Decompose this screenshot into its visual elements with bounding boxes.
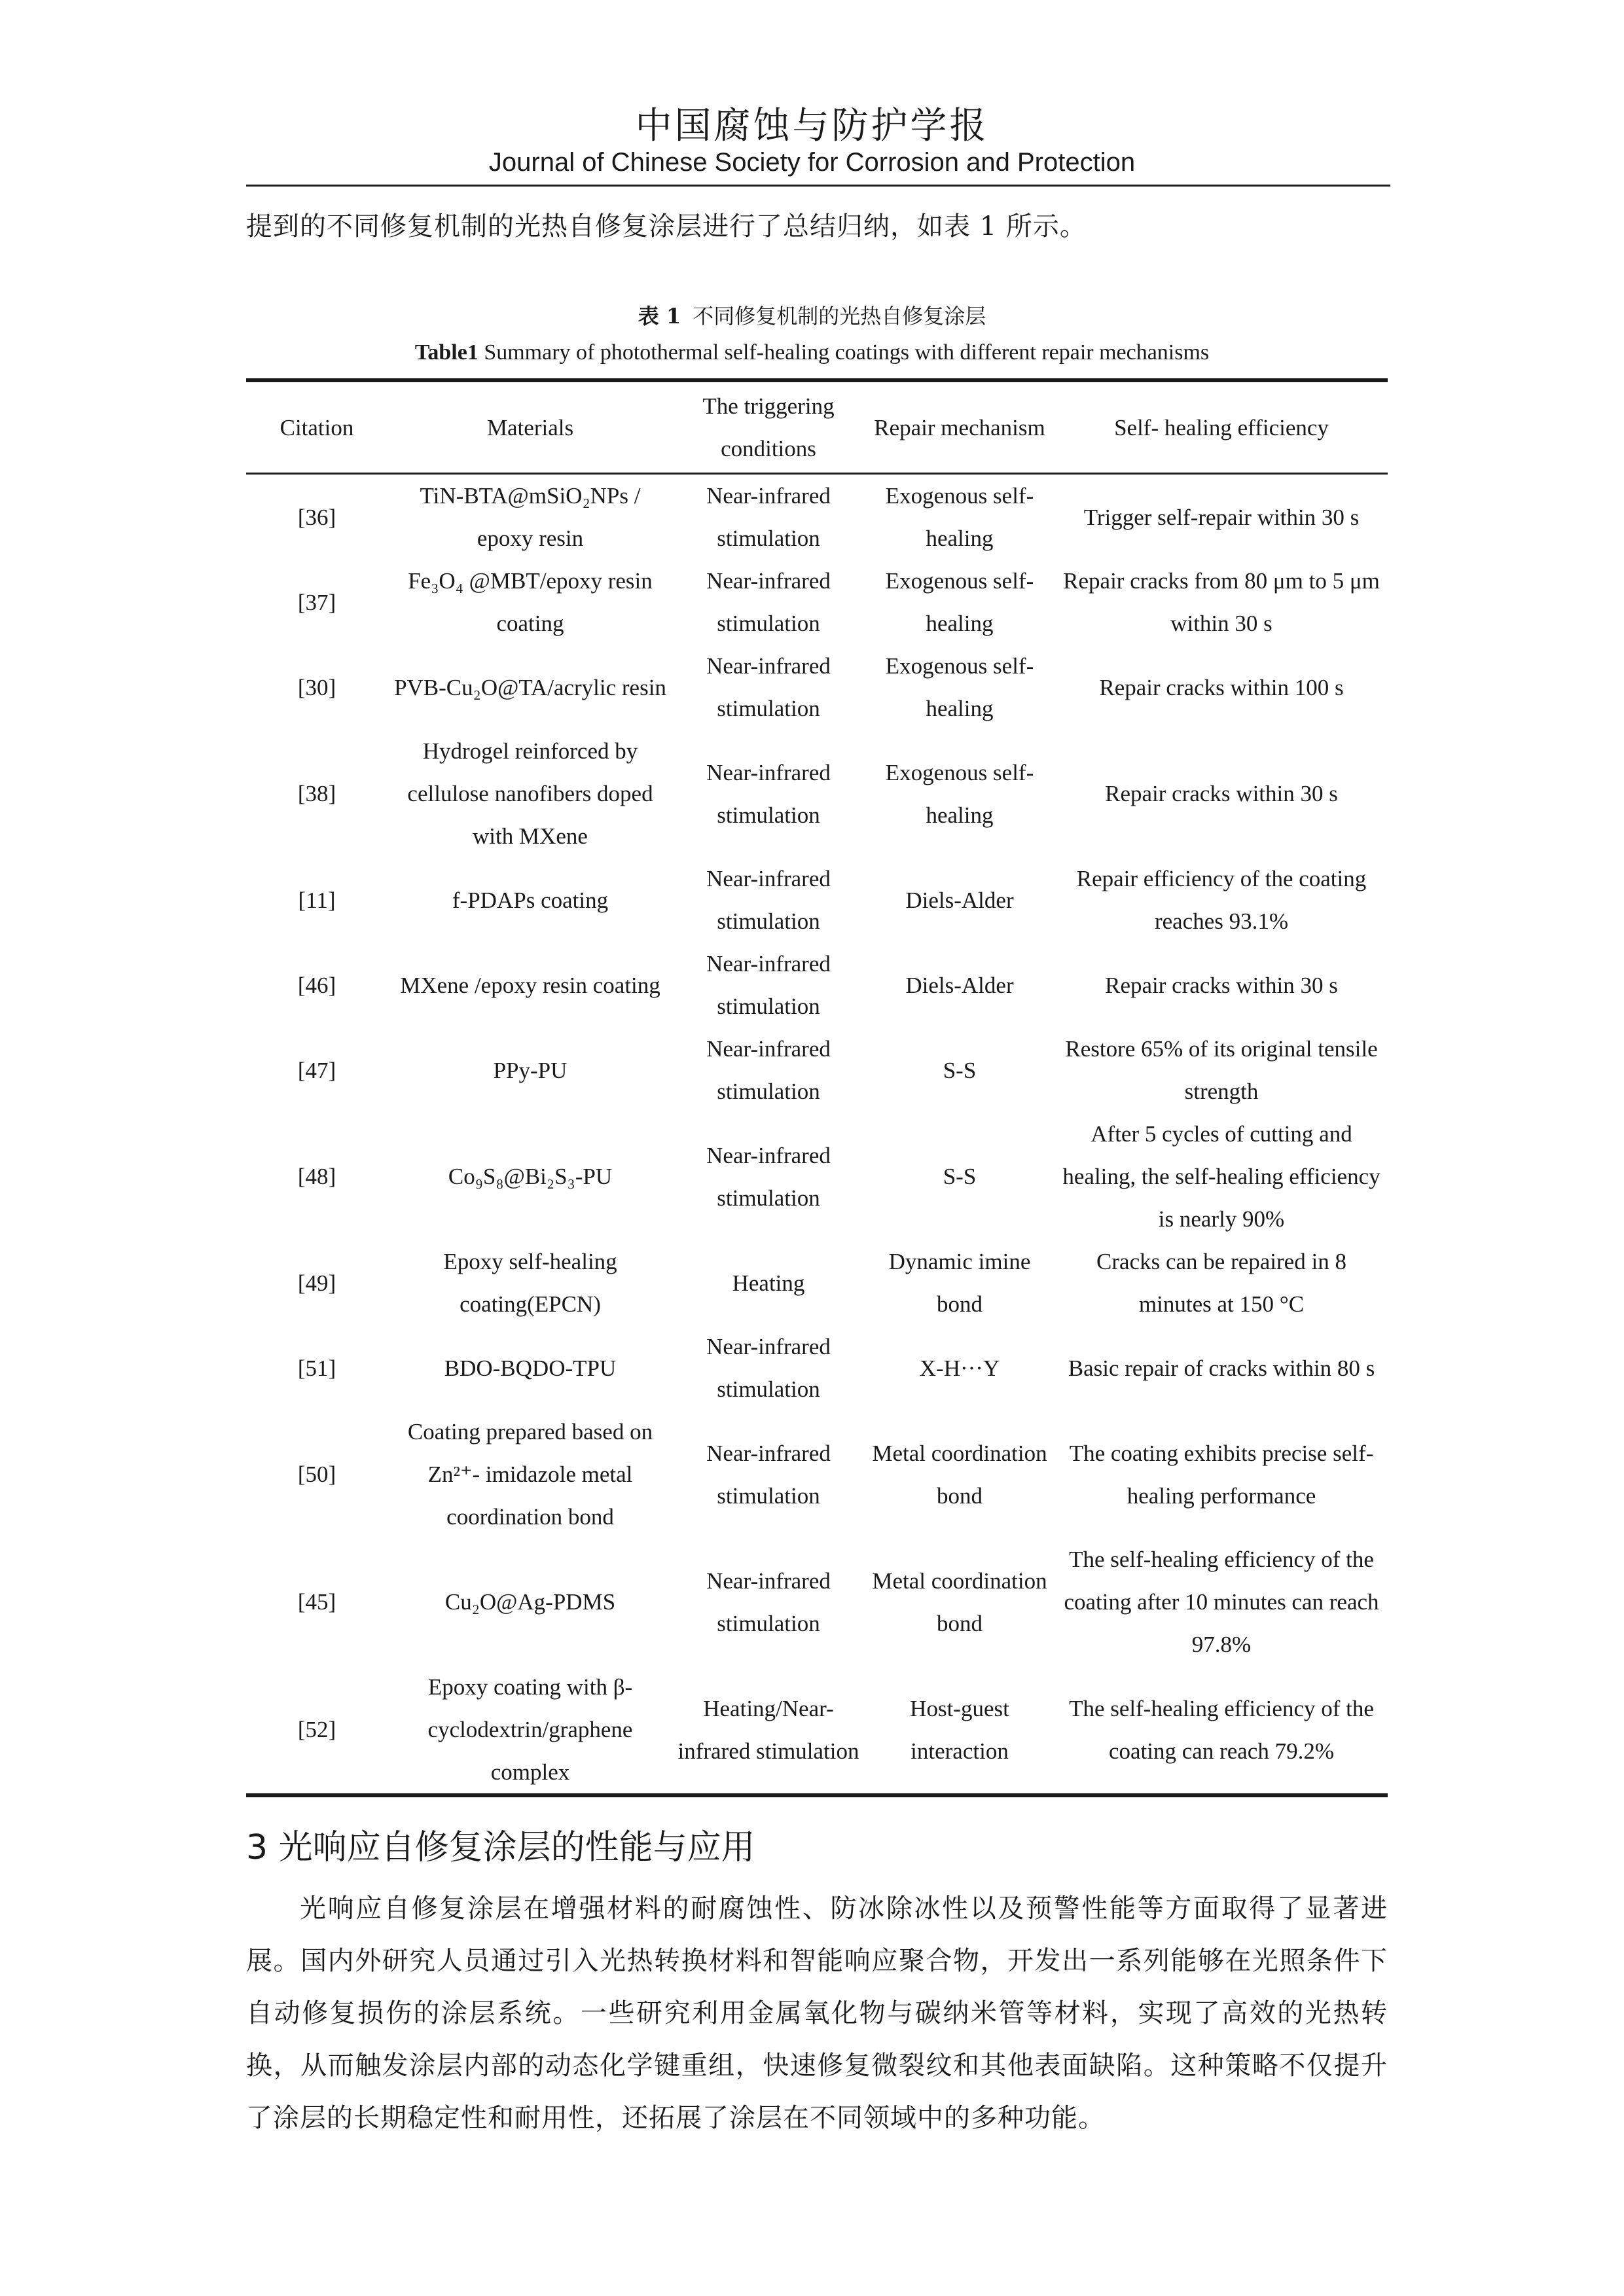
table-caption-en: [0, 340, 1624, 365]
table-caption-cn: [0, 300, 1624, 330]
cell-materials: Hydrogel reinforced by cellulose nanofibers doped with MXene: [407, 738, 653, 849]
column-header-materials: Materials: [486, 414, 574, 440]
cell-efficiency: Repair cracks within 30 s: [1105, 781, 1338, 806]
cell-materials: Epoxy self-healing coating(EPCN): [443, 1249, 617, 1317]
table-row: [246, 474, 1388, 560]
cell-mechanism: Metal coordination bond: [872, 1440, 1047, 1509]
cell-materials: Coating prepared based on Zn²⁺- imidazole metal coordination bond: [407, 1419, 653, 1530]
cell-mechanism: Metal coordination bond: [872, 1568, 1047, 1636]
cell-efficiency: Trigger self-repair within 30 s: [1083, 504, 1360, 530]
table-row: [246, 730, 1388, 857]
cell-citation: [49]: [297, 1270, 336, 1296]
cell-materials: Fe₃O₄ @MBT/epoxy resin coating: [408, 568, 653, 636]
cell-trigger: Near-infrared stimulation: [706, 1334, 831, 1402]
cell-mechanism: Diels-Alder: [905, 887, 1014, 913]
cell-citation: [50]: [297, 1462, 336, 1487]
table-row: [246, 1240, 1388, 1325]
column-header-mechanism: Repair mechanism: [874, 414, 1045, 440]
column-header-trigger: The triggering conditions: [702, 393, 835, 461]
table-row: [246, 1113, 1388, 1240]
cell-citation: [51]: [297, 1355, 336, 1381]
cell-citation: [52]: [297, 1717, 336, 1742]
table-row: [246, 942, 1388, 1028]
cell-efficiency: The coating exhibits precise self-healing performance: [1069, 1440, 1374, 1509]
table-row: [246, 1028, 1388, 1113]
journal-title-en: Journal of Chinese Society for Corrosion and Protection: [488, 148, 1136, 177]
table-header-row: [246, 380, 1388, 474]
cell-citation: [37]: [297, 589, 336, 615]
cell-efficiency: Repair efficiency of the coating reaches 93.1%: [1076, 866, 1367, 934]
cell-mechanism: Dynamic imine bond: [888, 1249, 1031, 1317]
table-row: [246, 1410, 1388, 1538]
journal-title-cn: 中国腐蚀与防护学报: [635, 105, 989, 147]
cell-mechanism: Exogenous self-healing: [885, 759, 1034, 828]
cell-citation: [36]: [297, 504, 336, 530]
cell-efficiency: After 5 cycles of cutting and healing, the self-healing efficiency is nearly 90%: [1062, 1121, 1380, 1232]
cell-efficiency: The self-healing efficiency of the coating after 10 minutes can reach 97.8%: [1064, 1547, 1379, 1657]
table-caption-cn-text: 不同修复机制的光热自修复涂层: [693, 304, 986, 329]
cell-materials: TiN-BTA@mSiO₂NPs / epoxy resin: [420, 483, 641, 551]
cell-efficiency: Restore 65% of its original tensile strength: [1065, 1036, 1378, 1104]
cell-trigger: Heating/Near-infrared stimulation: [677, 1695, 859, 1764]
cell-trigger: Near-infrared stimulation: [706, 951, 831, 1019]
cell-trigger: Near-infrared stimulation: [706, 759, 831, 828]
cell-efficiency: The self-healing efficiency of the coating can reach 79.2%: [1069, 1695, 1374, 1764]
intro-paragraph: 提到的不同修复机制的光热自修复涂层进行了总结归纳，如表 1 所示。: [246, 211, 1087, 242]
cell-mechanism: Exogenous self-healing: [885, 568, 1034, 636]
cell-materials: PVB-Cu₂O@TA/acrylic resin: [394, 674, 666, 700]
table-row: [246, 857, 1388, 942]
column-header-citation: Citation: [280, 414, 354, 440]
table-caption-cn-label: 表 1: [638, 304, 681, 329]
cell-mechanism: Exogenous self-healing: [885, 653, 1034, 721]
cell-trigger: Near-infrared stimulation: [706, 653, 831, 721]
cell-materials: PPy-PU: [493, 1057, 568, 1083]
section-heading: 3 光响应自修复涂层的性能与应用: [246, 1828, 755, 1867]
cell-materials: BDO-BQDO-TPU: [444, 1355, 617, 1381]
cell-mechanism: Diels-Alder: [905, 972, 1014, 998]
cell-efficiency: Repair cracks within 100 s: [1099, 674, 1344, 700]
table-caption-en-label: Table1: [414, 340, 478, 365]
cell-trigger: Near-infrared stimulation: [706, 1568, 831, 1636]
cell-materials: MXene /epoxy resin coating: [400, 972, 660, 998]
cell-efficiency: Repair cracks from 80 μm to 5 μm within 30 s: [1063, 568, 1380, 636]
cell-materials: Epoxy coating with β-cyclodextrin/graphene complex: [427, 1674, 633, 1785]
section-paragraph: 光响应自修复涂层在增强材料的耐腐蚀性、防冰除冰性以及预警性能等方面取得了显著进展。国内外研究人员通过引入光热转换材料和智能响应聚合物，开发出一系列能够在光照条件下自动修复损伤的涂层系统。一些研究利用金属氧化物与碳纳米管等材料，实现了高效的光热转换，从而触发涂层内部的动态化学键重组，快速修复微裂纹和其他表面缺陷。这种策略不仅提升了涂层的长期稳定性和耐用性，还拓展了涂层在不同领域中的多种功能。: [246, 1893, 1388, 2133]
cell-citation: [38]: [297, 781, 336, 806]
cell-trigger: Near-infrared stimulation: [706, 1142, 831, 1211]
table-body: [246, 474, 1388, 1796]
cell-mechanism: S-S: [943, 1164, 977, 1189]
cell-citation: [46]: [297, 972, 336, 998]
cell-citation: [47]: [297, 1057, 336, 1083]
cell-trigger: Near-infrared stimulation: [706, 1440, 831, 1509]
table-caption-en-text: Summary of photothermal self-healing coatings with different repair mechanisms: [478, 340, 1210, 365]
cell-efficiency: Basic repair of cracks within 80 s: [1068, 1355, 1375, 1381]
table-row: [246, 1666, 1388, 1795]
cell-mechanism: X-H···Y: [919, 1355, 1000, 1381]
cell-trigger: Near-infrared stimulation: [706, 483, 831, 551]
cell-materials: Co₉S₈@Bi₂S₃-PU: [448, 1164, 613, 1189]
table-row: [246, 1325, 1388, 1410]
cell-trigger: Heating: [732, 1270, 805, 1296]
cell-mechanism: Exogenous self-healing: [885, 483, 1034, 551]
cell-trigger: Near-infrared stimulation: [706, 1036, 831, 1104]
cell-citation: [48]: [297, 1164, 336, 1189]
cell-trigger: Near-infrared stimulation: [706, 866, 831, 934]
cell-materials: f-PDAPs coating: [452, 887, 609, 913]
cell-trigger: Near-infrared stimulation: [706, 568, 831, 636]
table-row: [246, 1538, 1388, 1666]
summary-table: [246, 378, 1388, 1797]
cell-citation: [11]: [298, 887, 336, 913]
column-header-efficiency: Self- healing efficiency: [1114, 414, 1329, 440]
table-row: [246, 560, 1388, 645]
cell-mechanism: Host-guest interaction: [910, 1695, 1009, 1764]
cell-citation: [45]: [297, 1589, 336, 1615]
cell-efficiency: Repair cracks within 30 s: [1105, 972, 1338, 998]
cell-mechanism: S-S: [943, 1057, 977, 1083]
cell-efficiency: Cracks can be repaired in 8 minutes at 150 °C: [1096, 1249, 1346, 1317]
header-divider: [246, 185, 1390, 187]
cell-materials: Cu₂O@Ag-PDMS: [444, 1589, 616, 1615]
table-row: [246, 645, 1388, 730]
cell-citation: [30]: [297, 674, 336, 700]
